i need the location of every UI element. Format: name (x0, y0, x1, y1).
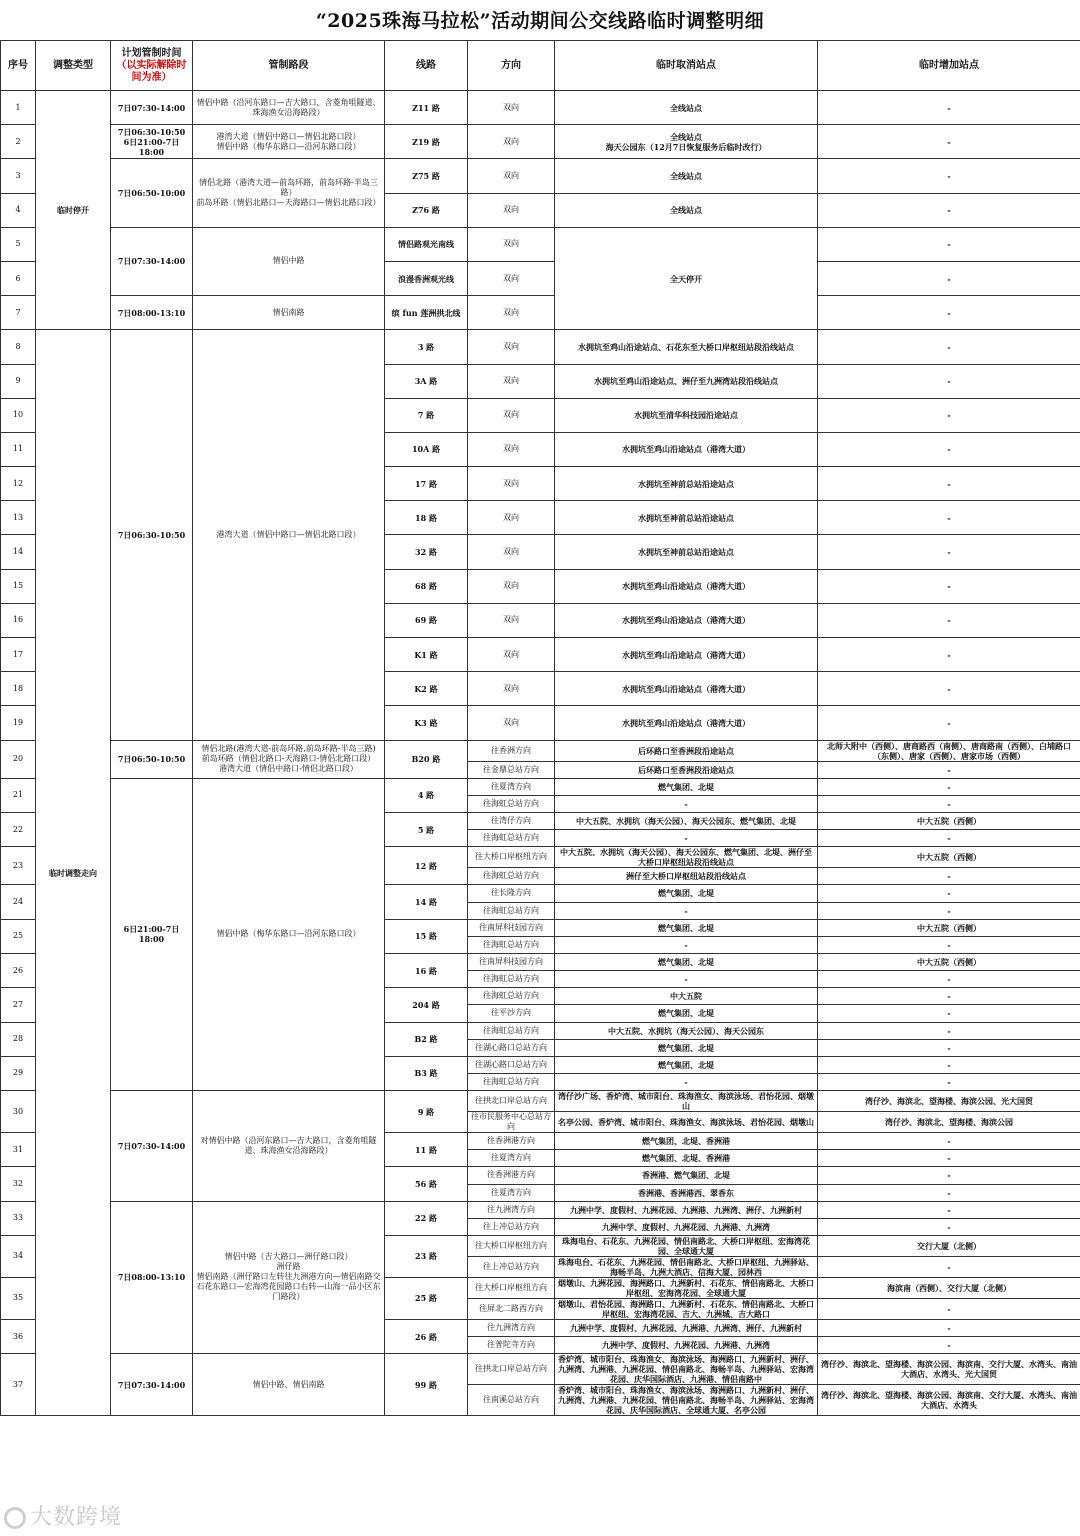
seq-cell: 1 (1, 91, 36, 125)
table-row (1, 778, 1080, 795)
line-cell: 204 路 (385, 988, 468, 1022)
seq-cell: 28 (1, 1022, 36, 1056)
line-cell: 25 路 (385, 1277, 468, 1319)
seq-cell: 29 (1, 1056, 36, 1090)
line-cell: 18 路 (385, 501, 468, 535)
add-stops-cell: - (818, 1256, 1080, 1277)
seq-cell: 6 (1, 261, 36, 295)
seq-cell: 7 (1, 296, 36, 330)
add-stops-cell: 中大五院（西侧） (818, 919, 1080, 936)
direction-cell: 双向 (468, 330, 555, 364)
cancel-stops-cell: 水拥坑至鸡山沿途站点、石花东至大桥口岸枢纽站段沿线站点 (555, 330, 818, 364)
direction-cell: 往普陀寺方向 (468, 1337, 555, 1354)
seq-cell: 3 (1, 159, 36, 193)
cancel-stops-cell: 全线站点 (555, 91, 818, 125)
header-time (111, 41, 193, 91)
cancel-stops-cell: 全线站点 (555, 159, 818, 193)
control-time-cell: 7日07:30-14:00 (111, 227, 193, 295)
seq-cell: 16 (1, 603, 36, 637)
line-cell: 69 路 (385, 603, 468, 637)
direction-cell: 往湖心路口总站方向 (468, 1056, 555, 1073)
control-section-cell: 情侣中路（吉大路口—洲仔路口段） 洲仔路 情侣南路（洲仔路口左转往九洲港方向—情侣南路交石花东路口—宏海湾花园路口右转—山海一品小区东门路段） (193, 1201, 385, 1354)
cancel-stops-cell: 九洲中学、度假村、九洲花园、九洲港、九洲湾 (555, 1337, 818, 1354)
table-row (1, 1354, 1080, 1385)
watermark-logo-icon (4, 1507, 26, 1529)
line-cell: 4 路 (385, 778, 468, 812)
seq-cell: 12 (1, 467, 36, 501)
line-cell: 9 路 (385, 1091, 468, 1133)
line-cell: 68 路 (385, 569, 468, 603)
add-stops-cell: - (818, 159, 1080, 193)
add-stops-cell: 湾仔沙、海滨北、望海楼、海滨公园、海滨南、交行大厦、水湾头、南油大酒店、水湾头 (818, 1385, 1080, 1416)
line-cell: 22 路 (385, 1201, 468, 1235)
seq-cell: 36 (1, 1319, 36, 1353)
add-stops-cell: - (818, 706, 1080, 740)
direction-cell: 往海虹总站方向 (468, 830, 555, 847)
cancel-stops-cell: 燃气集团、北堤 (555, 885, 818, 902)
direction-cell: 往大桥口岸枢纽方向 (468, 1235, 555, 1256)
cancel-stops-cell: 燃气集团、北堤 (555, 919, 818, 936)
seq-cell: 37 (1, 1354, 36, 1416)
add-stops-cell: 中大五院（西侧） (818, 847, 1080, 868)
cancel-stops-cell: 水拥坑至清华科技园沿途站点 (555, 398, 818, 432)
line-cell: 26 路 (385, 1319, 468, 1353)
add-stops-cell: - (818, 672, 1080, 706)
add-stops-cell: - (818, 1073, 1080, 1090)
add-stops-cell: - (818, 1201, 1080, 1218)
seq-cell: 2 (1, 125, 36, 159)
cancel-stops-cell: 九洲中学、度假村、九洲花园、九洲港、九洲湾、洲仔、九洲新村 (555, 1319, 818, 1336)
direction-cell: 往南屏科技园方向 (468, 953, 555, 970)
line-cell: K1 路 (385, 638, 468, 672)
add-stops-cell: - (818, 868, 1080, 885)
line-cell: 5 路 (385, 812, 468, 846)
control-section-cell: 港湾大道（情侣中路口—情侣北路口段） 情侣中路（梅华东路口—沿河东路口段） (193, 125, 385, 159)
cancel-stops-cell: 燃气集团、北堤、香洲港 (555, 1133, 818, 1150)
cancel-stops-cell: - (555, 830, 818, 847)
seq-cell: 26 (1, 953, 36, 987)
add-stops-cell: - (818, 1056, 1080, 1073)
seq-cell: 30 (1, 1091, 36, 1133)
add-stops-cell: - (818, 1022, 1080, 1039)
control-time-cell: 6日21:00-7日18:00 (111, 778, 193, 1090)
seq-cell: 23 (1, 847, 36, 885)
seq-cell: 32 (1, 1167, 36, 1201)
control-section-cell: 港湾大道（情侣中路口—情侣北路口段） (193, 330, 385, 740)
direction-cell: 往九洲湾方向 (468, 1319, 555, 1336)
seq-cell: 22 (1, 812, 36, 846)
seq-cell: 21 (1, 778, 36, 812)
cancel-stops-cell: 水拥坑至神前总站沿途站点 (555, 467, 818, 501)
direction-cell: 往拱北口岸总站方向 (468, 1091, 555, 1112)
direction-cell: 双向 (468, 125, 555, 159)
line-cell: 缤 fun 莲洲拱北线 (385, 296, 468, 330)
seq-cell: 10 (1, 398, 36, 432)
add-stops-cell: - (818, 1039, 1080, 1056)
direction-cell: 往平沙方向 (468, 1005, 555, 1022)
add-stops-cell: - (818, 1337, 1080, 1354)
cancel-stops-cell: - (555, 1073, 818, 1090)
direction-cell: 双向 (468, 569, 555, 603)
header-direction: 方向 (468, 41, 555, 91)
control-time-cell: 7日07:30-14:00 (111, 1091, 193, 1202)
line-cell: 14 路 (385, 885, 468, 919)
line-cell: 32 路 (385, 535, 468, 569)
direction-cell: 往屏北二路西方向 (468, 1298, 555, 1319)
direction-cell: 双向 (468, 296, 555, 330)
header-time-main: 计划管制时间 (121, 47, 182, 59)
add-stops-cell: - (818, 261, 1080, 295)
cancel-stops-cell: 全线站点 海天公园东（12月7日恢复服务后临时改行） (555, 125, 818, 159)
cancel-stops-cell: 中大五院 (555, 988, 818, 1005)
direction-cell: 往上冲总站方向 (468, 1256, 555, 1277)
watermark (4, 1500, 122, 1531)
direction-cell: 双向 (468, 193, 555, 227)
line-cell: Z76 路 (385, 193, 468, 227)
direction-cell: 往夏湾方向 (468, 1184, 555, 1201)
line-cell: 15 路 (385, 919, 468, 953)
add-stops-cell: 北师大附中（西侧）、唐商路西（南侧）、唐商路南（西侧）、白埔路口（东侧）、唐家（西侧）、唐家市场（西侧） (818, 740, 1080, 761)
header-add: 临时增加站点 (818, 41, 1080, 91)
control-time-cell: 7日06:30-10:50 (111, 330, 193, 740)
direction-cell: 双向 (468, 432, 555, 466)
add-stops-cell: - (818, 1218, 1080, 1235)
direction-cell: 往湾仔方向 (468, 812, 555, 829)
seq-cell: 8 (1, 330, 36, 364)
header-seq: 序号 (1, 41, 36, 91)
seq-cell: 35 (1, 1277, 36, 1319)
direction-cell: 往九洲湾方向 (468, 1201, 555, 1218)
add-stops-cell: - (818, 1298, 1080, 1319)
table-row (1, 330, 1080, 364)
cancel-stops-cell: 水拥坑至鸡山沿途站点（港湾大道） (555, 672, 818, 706)
add-stops-cell: - (818, 569, 1080, 603)
cancel-stops-cell: 九洲中学、度假村、九洲花园、九洲港、九洲湾、洲仔、九洲新村 (555, 1201, 818, 1218)
add-stops-cell: 海滨南（西侧）、交行大厦（北侧） (818, 1277, 1080, 1298)
cancel-stops-cell: 烟墩山、九洲花园、海洲路口、九洲新村、石花东、情侣南路北、大桥口岸枢纽、宏海湾花园、全球通大厦 (555, 1277, 818, 1298)
line-cell: 17 路 (385, 467, 468, 501)
direction-cell: 双向 (468, 364, 555, 398)
table-row (1, 1091, 1080, 1112)
seq-cell: 14 (1, 535, 36, 569)
control-section-cell: 情侣南路 (193, 296, 385, 330)
control-section-cell: 情侣中路（沿河东路口—吉大路口，含菱角咀隧道、珠海渔女沿海路段） (193, 91, 385, 125)
cancel-stops-cell: 水拥坑至鸡山沿途站点（港湾大道） (555, 638, 818, 672)
seq-cell: 9 (1, 364, 36, 398)
cancel-stops-cell: 燃气集团、北堤 (555, 1039, 818, 1056)
direction-cell: 往海虹总站方向 (468, 795, 555, 812)
direction-cell: 双向 (468, 398, 555, 432)
seq-cell: 24 (1, 885, 36, 919)
line-cell: 12 路 (385, 847, 468, 885)
cancel-stops-cell: 珠海电台、石花东、九洲花园、情侣南路北、大桥口岸枢纽、宏海湾花园、全球通大厦 (555, 1235, 818, 1256)
direction-cell: 往海虹总站方向 (468, 902, 555, 919)
control-time-cell: 7日06:30-10:50 6日21:00-7日18:00 (111, 125, 193, 159)
add-stops-cell: - (818, 778, 1080, 795)
direction-cell: 往长隆方向 (468, 885, 555, 902)
line-cell: 7 路 (385, 398, 468, 432)
add-stops-cell: - (818, 795, 1080, 812)
seq-cell: 33 (1, 1201, 36, 1235)
direction-cell: 往湖心路口总站方向 (468, 1039, 555, 1056)
line-cell: B2 路 (385, 1022, 468, 1056)
direction-cell: 双向 (468, 159, 555, 193)
add-stops-cell: - (818, 988, 1080, 1005)
line-cell: Z11 路 (385, 91, 468, 125)
seq-cell: 19 (1, 706, 36, 740)
cancel-stops-cell: 名亭公园、香炉湾、城市阳台、珠海渔女、海滨泳场、君怡花园、烟墩山 (555, 1112, 818, 1133)
control-time-cell: 7日06:50-10:50 (111, 740, 193, 778)
direction-cell: 往大桥口岸枢纽方向 (468, 847, 555, 868)
add-stops-cell: - (818, 761, 1080, 778)
seq-cell: 20 (1, 740, 36, 778)
line-cell: 10A 路 (385, 432, 468, 466)
cancel-stops-cell: 燃气集团、北堤 (555, 953, 818, 970)
cancel-stops-cell: 香炉湾、城市阳台、珠海渔女、海滨泳场、海洲路口、九洲新村、洲仔、九洲湾、九洲港、九洲花园、情侣南路北、海畅半岛、九洲驿站、宏海湾花园、庆华国际酒店、全球通大厦、名亭公园 (555, 1385, 818, 1416)
add-stops-cell: - (818, 296, 1080, 330)
direction-cell: 双向 (468, 467, 555, 501)
add-stops-cell: - (818, 885, 1080, 902)
cancel-stops-cell: - (555, 902, 818, 919)
direction-cell: 往海虹总站方向 (468, 1022, 555, 1039)
cancel-stops-cell: 香洲港、香洲港西、翠香东 (555, 1184, 818, 1201)
control-time-cell: 7日06:50-10:00 (111, 159, 193, 227)
direction-cell: 往香洲港方向 (468, 1167, 555, 1184)
add-stops-cell: - (818, 1319, 1080, 1336)
direction-cell: 双向 (468, 227, 555, 261)
page-title: “2025珠海马拉松”活动期间公交线路临时调整明细 (315, 10, 765, 32)
seq-cell: 13 (1, 501, 36, 535)
cancel-stops-cell: 湾仔沙广场、香炉湾、城市阳台、珠海渔女、海滨泳场、君怡花园、烟墩山 (555, 1091, 818, 1112)
header-section: 管制路段 (193, 41, 385, 91)
line-cell: B3 路 (385, 1056, 468, 1090)
cancel-stops-cell: 燃气集团、北堤、香洲港 (555, 1150, 818, 1167)
add-stops-cell: - (818, 1184, 1080, 1201)
add-stops-cell: 湾仔沙、海滨北、望海楼、海滨公园、光大国贸 (818, 1091, 1080, 1112)
cancel-stops-cell: 水拥坑至鸡山沿途站点（港湾大道） (555, 569, 818, 603)
control-time-cell: 7日08:00-13:10 (111, 296, 193, 330)
seq-cell: 15 (1, 569, 36, 603)
header-cancel: 临时取消站点 (555, 41, 818, 91)
direction-cell: 往海虹总站方向 (468, 988, 555, 1005)
table-row (1, 91, 1080, 125)
cancel-stops-cell: - (555, 936, 818, 953)
add-stops-cell: - (818, 1133, 1080, 1150)
adjust-type-cell: 临时停开 (36, 91, 111, 330)
line-cell: 16 路 (385, 953, 468, 987)
table-row (1, 227, 1080, 261)
direction-cell: 双向 (468, 706, 555, 740)
cancel-stops-cell: 全天停开 (555, 227, 818, 330)
header-line: 线路 (385, 41, 468, 91)
table-row (1, 296, 1080, 330)
cancel-stops-cell: 水拥坑至鸡山沿途站点、洲仔至九洲湾站段沿线站点 (555, 364, 818, 398)
direction-cell: 往夏湾方向 (468, 1150, 555, 1167)
cancel-stops-cell: 燃气集团、北堤 (555, 1056, 818, 1073)
cancel-stops-cell: 香洲港、燃气集团、北堤 (555, 1167, 818, 1184)
cancel-stops-cell: - (555, 795, 818, 812)
control-time-cell: 7日07:30-14:00 (111, 91, 193, 125)
table-row (1, 159, 1080, 193)
add-stops-cell: - (818, 330, 1080, 364)
line-cell: 情侣路观光南线 (385, 227, 468, 261)
header-type: 调整类型 (36, 41, 111, 91)
control-section-cell: 情侣北路（港湾大道—前岛环路，前岛环路-半岛三路） 前岛环路（情侣北路口—天海路口—情侣北路口段） (193, 159, 385, 227)
header-row (1, 41, 1080, 91)
seq-cell: 17 (1, 638, 36, 672)
direction-cell: 双向 (468, 638, 555, 672)
cancel-stops-cell: 水拥坑至神前总站沿途站点 (555, 535, 818, 569)
add-stops-cell: - (818, 398, 1080, 432)
table-row (1, 125, 1080, 159)
add-stops-cell: - (818, 902, 1080, 919)
add-stops-cell: - (818, 501, 1080, 535)
add-stops-cell: - (818, 638, 1080, 672)
add-stops-cell: - (818, 603, 1080, 637)
line-cell: 浪漫香洲观光线 (385, 261, 468, 295)
control-section-cell: 情侣北路(港湾大道-前岛环路,前岛环路-半岛三路) 前岛环路（情侣北路口-天海路口-情侣北路口段） 港湾大道（情侣中路口-情侣北路口段） (193, 740, 385, 778)
direction-cell: 往市民服务中心总站方向 (468, 1112, 555, 1133)
add-stops-cell: - (818, 227, 1080, 261)
line-cell: Z75 路 (385, 159, 468, 193)
add-stops-cell: - (818, 1150, 1080, 1167)
line-cell: 23 路 (385, 1235, 468, 1277)
direction-cell: 往香洲方向 (468, 740, 555, 761)
cancel-stops-cell: 中大五院、水拥坑（海天公园）、海天公园东 (555, 1022, 818, 1039)
add-stops-cell: - (818, 1167, 1080, 1184)
table-row (1, 1201, 1080, 1218)
watermark-text: 大数跨境 (30, 1505, 123, 1530)
seq-cell: 34 (1, 1235, 36, 1277)
direction-cell: 往上冲总站方向 (468, 1218, 555, 1235)
cancel-stops-cell: 水拥坑至鸡山沿途站点（港湾大道） (555, 706, 818, 740)
cancel-stops-cell: 中大五院、水拥坑（海天公园）、海天公园东、燃气集团、北堤、洲仔至大桥口岸枢纽站段沿线站点 (555, 847, 818, 868)
add-stops-cell: - (818, 125, 1080, 159)
seq-cell: 11 (1, 432, 36, 466)
line-cell: 11 路 (385, 1133, 468, 1167)
cancel-stops-cell: 水拥坑至神前总站沿途站点 (555, 501, 818, 535)
direction-cell: 双向 (468, 672, 555, 706)
add-stops-cell: - (818, 830, 1080, 847)
direction-cell: 往香洲港方向 (468, 1133, 555, 1150)
line-cell: 99 路 (385, 1354, 468, 1416)
cancel-stops-cell: 燃气集团、北堤 (555, 1005, 818, 1022)
line-cell: 3 路 (385, 330, 468, 364)
seq-cell: 5 (1, 227, 36, 261)
add-stops-cell: - (818, 936, 1080, 953)
add-stops-cell: - (818, 193, 1080, 227)
add-stops-cell: 湾仔沙、海滨北、望海楼、海滨公园 (818, 1112, 1080, 1133)
direction-cell: 往金鼎总站方向 (468, 761, 555, 778)
direction-cell: 双向 (468, 261, 555, 295)
direction-cell: 往海虹总站方向 (468, 868, 555, 885)
header-time-note: （以实际解除时间为准） (116, 59, 187, 83)
direction-cell: 往南屏科技园方向 (468, 919, 555, 936)
line-cell: Z19 路 (385, 125, 468, 159)
line-cell: K3 路 (385, 706, 468, 740)
seq-cell: 18 (1, 672, 36, 706)
direction-cell: 双向 (468, 91, 555, 125)
line-cell: K2 路 (385, 672, 468, 706)
cancel-stops-cell: 后环路口至香洲段沿途站点 (555, 740, 818, 761)
direction-cell: 往拱北口岸总站方向 (468, 1354, 555, 1385)
add-stops-cell: - (818, 971, 1080, 988)
cancel-stops-cell: 中大五院、水拥坑（海天公园）、海天公园东、燃气集团、北堤 (555, 812, 818, 829)
direction-cell: 往大桥口岸枢纽方向 (468, 1277, 555, 1298)
add-stops-cell: - (818, 467, 1080, 501)
line-cell: B20 路 (385, 740, 468, 778)
control-section-cell: 对情侣中路（沿河东路口—吉大路口，含菱角咀隧道、珠海渔女沿海路段） (193, 1091, 385, 1202)
cancel-stops-cell: 燃气集团、北堤 (555, 778, 818, 795)
cancel-stops-cell: 水拥坑至鸡山沿途站点（港湾大道） (555, 603, 818, 637)
add-stops-cell: - (818, 535, 1080, 569)
adjustment-table (0, 40, 1080, 1416)
add-stops-cell: 中大五院（西侧） (818, 953, 1080, 970)
seq-cell: 25 (1, 919, 36, 953)
cancel-stops-cell: 全线站点 (555, 193, 818, 227)
add-stops-cell: - (818, 432, 1080, 466)
control-time-cell: 7日07:30-14:00 (111, 1354, 193, 1416)
cancel-stops-cell: 水拥坑至鸡山沿途站点（港湾大道） (555, 432, 818, 466)
control-section-cell: 情侣中路（梅华东路口—沿河东路口段） (193, 778, 385, 1090)
direction-cell: 双向 (468, 501, 555, 535)
direction-cell: 往海虹总站方向 (468, 936, 555, 953)
add-stops-cell: 湾仔沙、海滨北、望海楼、海滨公园、海滨南、交行大厦、水湾头、南油大酒店、水湾头、光大国贸 (818, 1354, 1080, 1385)
direction-cell: 往海虹总站方向 (468, 971, 555, 988)
seq-cell: 27 (1, 988, 36, 1022)
control-section-cell: 情侣中路、情侣南路 (193, 1354, 385, 1416)
cancel-stops-cell: 洲仔至大桥口岸枢纽站段沿线站点 (555, 868, 818, 885)
cancel-stops-cell: 烟墩山、君怡花园、海洲路口、九洲新村、石花东、情侣南路北、大桥口岸枢纽、宏海湾花园、吉大、九洲城、吉大路口 (555, 1298, 818, 1319)
table-row (1, 740, 1080, 761)
cancel-stops-cell: 后环路口至香洲段沿途站点 (555, 761, 818, 778)
direction-cell: 双向 (468, 603, 555, 637)
adjust-type-cell: 临时调整走向 (36, 330, 111, 1416)
cancel-stops-cell: - (555, 971, 818, 988)
add-stops-cell: 中大五院（西侧） (818, 812, 1080, 829)
cancel-stops-cell: 珠海电台、石花东、九洲花园、情侣南路北、大桥口岸枢纽、九洲驿站、海畅半岛、九洲大酒店、信海大厦、园林西 (555, 1256, 818, 1277)
direction-cell: 往夏湾方向 (468, 778, 555, 795)
cancel-stops-cell: 九洲中学、度假村、九洲花园、九洲港、九洲湾 (555, 1218, 818, 1235)
seq-cell: 4 (1, 193, 36, 227)
direction-cell: 往海虹总站方向 (468, 1073, 555, 1090)
line-cell: 3A 路 (385, 364, 468, 398)
add-stops-cell: - (818, 364, 1080, 398)
add-stops-cell: - (818, 1005, 1080, 1022)
control-time-cell: 7日08:00-13:10 (111, 1201, 193, 1354)
direction-cell: 往南溪总站方向 (468, 1385, 555, 1416)
seq-cell: 31 (1, 1133, 36, 1167)
control-section-cell: 情侣中路 (193, 227, 385, 295)
direction-cell: 双向 (468, 535, 555, 569)
add-stops-cell: - (818, 91, 1080, 125)
cancel-stops-cell: 香炉湾、城市阳台、珠海渔女、海滨泳场、海洲路口、九洲新村、洲仔、九洲湾、九洲港、九洲花园、情侣南路北、海畅半岛、九洲驿站、宏海湾花园、庆华国际酒店、九洲港、情侣南路中 (555, 1354, 818, 1385)
add-stops-cell: 交行大厦（北侧） (818, 1235, 1080, 1256)
line-cell: 56 路 (385, 1167, 468, 1201)
